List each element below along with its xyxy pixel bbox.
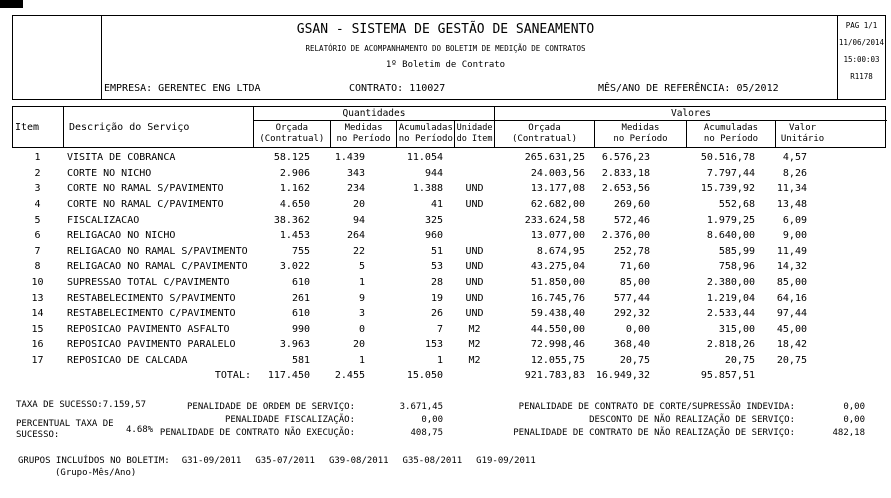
cell-v-orcada: 8.674,95 (536, 245, 585, 257)
penalty-row: PENALIDADE DE CONTRATO DE NÃO REALIZAÇÃO DE SERVIÇO: 482,18 (513, 427, 865, 438)
cell-v-orcada: 16.745,76 (530, 292, 585, 304)
cell-item: 8 (34, 261, 41, 273)
cell-q-medidas: 22 (352, 245, 365, 257)
reference-field: MÊS/ANO DE REFERÊNCIA: 05/2012 (598, 83, 779, 94)
table-row (12, 353, 886, 369)
cell-v-orcada: 12.055,75 (530, 355, 585, 367)
cell-q-orcada: 1.162 (279, 183, 310, 195)
cell-unidade: UND (465, 308, 484, 320)
cell-unidade: M2 (468, 355, 481, 367)
cell-q-acumuladas: 41 (430, 199, 443, 211)
cell-unidade: UND (465, 292, 484, 304)
grupo-item: G31-09/2011 (181, 456, 242, 466)
cell-descricao: RESTABELECIMENTO S/PAVIMENTO (67, 292, 236, 304)
cell-q-orcada: 261 (291, 292, 310, 304)
group-valores (495, 107, 887, 147)
cell-v-orcada: 13.177,08 (530, 183, 585, 195)
cell-q-orcada: 1.453 (279, 230, 310, 242)
cell-q-orcada: 3.963 (279, 339, 310, 351)
col-unidade-header: Unidade do Item (456, 123, 493, 144)
col-v-medidas-header: Medidas no Período (595, 121, 687, 147)
cell-v-acumuladas: 15.739,92 (700, 183, 755, 195)
cell-valor-unitario: 85,00 (776, 277, 807, 289)
cell-item: 10 (31, 277, 44, 289)
cell-q-medidas: 94 (352, 214, 365, 226)
cell-q-orcada: 755 (291, 245, 310, 257)
total-v-orcada: 921.783,83 (524, 370, 585, 382)
cell-q-acumuladas: 11.054 (406, 152, 443, 164)
col-v-acumuladas-header: Acumuladas no Período (687, 121, 776, 147)
cell-q-orcada: 610 (291, 308, 310, 320)
cell-q-medidas: 1 (358, 355, 365, 367)
cell-valor-unitario: 11,34 (776, 183, 807, 195)
cell-item: 3 (34, 183, 41, 195)
cell-v-orcada: 59.438,40 (530, 308, 585, 320)
cell-v-medidas: 85,00 (619, 277, 650, 289)
cell-v-acumuladas: 2.818,26 (706, 339, 755, 351)
grupo-item: G39-08/2011 (328, 456, 389, 466)
cell-valor-unitario: 9,00 (782, 230, 807, 242)
cell-q-medidas: 234 (346, 183, 365, 195)
cell-v-acumuladas: 1.219,04 (706, 292, 755, 304)
report-subtitle: RELATÓRIO DE ACOMPANHAMENTO DO BOLETIM DE MEDIÇÃO DE CONTRATOS (305, 44, 586, 53)
group-quantidades-label: Quantidades (254, 107, 494, 121)
penalty-row: PENALIDADE DE CONTRATO NÃO EXECUÇÃO: 408,75 (159, 427, 443, 438)
cell-q-acumuladas: 1.388 (412, 183, 443, 195)
cell-q-acumuladas: 153 (424, 339, 443, 351)
cell-valor-unitario: 13,48 (776, 199, 807, 211)
table-row (12, 290, 886, 306)
bulletin-label: 1º Boletim de Contrato (385, 60, 506, 70)
penalties-middle-block (150, 400, 443, 439)
cell-valor-unitario: 6,09 (782, 214, 807, 226)
table-row (12, 150, 886, 166)
cell-q-acumuladas: 53 (430, 261, 443, 273)
penalty-row: PENALIDADE DE ORDEM DE SERVIÇO: 3.671,45 (187, 401, 443, 412)
report-date: 11/06/2014 (838, 38, 885, 47)
cell-v-medidas: 572,46 (613, 214, 650, 226)
group-quantidades (254, 107, 495, 147)
cell-valor-unitario: 20,75 (776, 355, 807, 367)
cell-q-orcada: 610 (291, 277, 310, 289)
page-info-cell (837, 16, 885, 99)
header-empty-cell (13, 16, 102, 99)
cell-v-orcada: 13.077,00 (530, 230, 585, 242)
cell-v-medidas: 2.376,00 (601, 230, 650, 242)
cell-v-acumuladas: 585,99 (718, 245, 755, 257)
cell-v-medidas: 368,40 (613, 339, 650, 351)
penalty-row: PENALIDADE FISCALIZAÇÃO: 0,00 (224, 414, 443, 425)
cell-v-acumuladas: 2.380,00 (706, 277, 755, 289)
grupo-item: G19-09/2011 (476, 456, 536, 466)
cell-v-medidas: 2.653,56 (601, 183, 650, 195)
cell-v-acumuladas: 758,96 (718, 261, 755, 273)
cell-item: 4 (34, 199, 41, 211)
grupos-note: (Grupo-Mês/Ano) (55, 468, 137, 478)
cell-descricao: CORTE NO RAMAL S/PAVIMENTO (67, 183, 224, 195)
report-code: R1178 (850, 72, 873, 81)
table-header (12, 106, 886, 148)
cell-unidade: UND (465, 183, 484, 195)
cell-q-orcada: 990 (291, 323, 310, 335)
grupos-label: GRUPOS INCLUÍDOS NO BOLETIM: (18, 456, 170, 466)
cell-item: 14 (31, 308, 44, 320)
cell-q-medidas: 3 (358, 308, 365, 320)
cell-item: 2 (34, 167, 41, 179)
table-row (12, 259, 886, 275)
cell-v-acumuladas: 552,68 (718, 199, 755, 211)
cell-v-acumuladas: 1.979,25 (706, 214, 755, 226)
cell-q-acumuladas: 1 (436, 355, 443, 367)
cell-valor-unitario: 11,49 (776, 245, 807, 257)
cell-q-medidas: 343 (346, 167, 365, 179)
total-label: TOTAL: (214, 370, 251, 382)
contract-info-row (101, 83, 837, 95)
cell-descricao: FISCALIZACAO (67, 214, 140, 226)
cell-v-acumuladas: 50.516,78 (700, 152, 755, 164)
cell-unidade: M2 (468, 323, 481, 335)
percentual-taxa-value: 4.68% (126, 425, 154, 435)
cell-v-acumuladas: 315,00 (718, 323, 755, 335)
cell-q-medidas: 0 (358, 323, 365, 335)
page-title: GSAN - SISTEMA DE GESTÃO DE SANEAMENTO (296, 22, 595, 37)
table-row (12, 197, 886, 213)
cell-q-medidas: 5 (358, 261, 365, 273)
cell-v-orcada: 51.850,00 (530, 277, 585, 289)
cell-descricao: REPOSICAO DE CALCADA (67, 355, 188, 367)
cell-v-medidas: 20,75 (619, 355, 650, 367)
cell-valor-unitario: 14,32 (776, 261, 807, 273)
cell-q-acumuladas: 325 (424, 214, 443, 226)
col-descricao-header: Descrição do Serviço (64, 107, 254, 147)
cell-item: 15 (31, 323, 44, 335)
percentual-taxa-label: PERCENTUAL TAXA DE SUCESSO: (16, 419, 114, 440)
cell-descricao: RESTABELECIMENTO C/PAVIMENTO (67, 308, 236, 320)
cell-v-medidas: 71,60 (619, 261, 650, 273)
col-v-orcada-header: Orçada (Contratual) (495, 121, 595, 147)
report-time: 15:00:03 (843, 55, 880, 64)
cell-q-acumuladas: 26 (430, 308, 443, 320)
col-q-acumuladas-header: Acumuladas no Período (397, 121, 455, 147)
cell-q-acumuladas: 19 (430, 292, 443, 304)
cell-v-orcada: 233.624,58 (524, 214, 585, 226)
table-row (12, 212, 886, 228)
cell-descricao: RELIGACAO NO RAMAL S/PAVIMENTO (67, 245, 248, 257)
cell-unidade: M2 (468, 339, 481, 351)
cell-q-medidas: 20 (352, 199, 365, 211)
cell-item: 17 (31, 355, 44, 367)
cell-item: 5 (34, 214, 41, 226)
table-row (12, 322, 886, 338)
cell-q-medidas: 1 (358, 277, 365, 289)
cell-q-acumuladas: 944 (424, 167, 443, 179)
cell-v-medidas: 292,32 (613, 308, 650, 320)
cell-v-orcada: 24.003,56 (530, 167, 585, 179)
cell-valor-unitario: 4,57 (782, 152, 807, 164)
cell-item: 7 (34, 245, 41, 257)
total-q-orcada: 117.450 (267, 370, 310, 382)
cell-descricao: REPOSICAO PAVIMENTO PARALELO (67, 339, 236, 351)
cell-valor-unitario: 18,42 (776, 339, 807, 351)
cell-q-medidas: 20 (352, 339, 365, 351)
cell-v-medidas: 577,44 (613, 292, 650, 304)
company-field: EMPRESA: GERENTEC ENG LTDA (104, 83, 261, 94)
cell-valor-unitario: 8,26 (782, 167, 807, 179)
total-v-acumuladas: 95.857,51 (700, 370, 755, 382)
cell-descricao: CORTE NO NICHO (67, 167, 152, 179)
cell-q-orcada: 3.022 (279, 261, 310, 273)
cell-q-orcada: 58.125 (273, 152, 310, 164)
cell-descricao: SUPRESSAO TOTAL C/PAVIMENTO (67, 277, 230, 289)
total-q-acumuladas: 15.050 (406, 370, 443, 382)
cell-item: 13 (31, 292, 44, 304)
grupo-item: G35-07/2011 (255, 456, 315, 466)
table-row (12, 275, 886, 291)
report-header-box (12, 15, 886, 100)
cell-q-acumuladas: 7 (436, 323, 443, 335)
table-row (12, 181, 886, 197)
cell-v-medidas: 0,00 (625, 323, 650, 335)
cell-unidade: UND (465, 261, 484, 273)
taxa-sucesso-value: 7.159,57 (102, 400, 147, 410)
cell-v-acumuladas: 2.533,44 (706, 308, 755, 320)
cell-q-acumuladas: 960 (424, 230, 443, 242)
penalty-row: DESCONTO DE NÃO REALIZAÇÃO DE SERVIÇO: 0,00 (589, 414, 865, 425)
page-number: PAG 1/1 (845, 21, 878, 30)
cell-q-acumuladas: 51 (430, 245, 443, 257)
cell-descricao: RELIGACAO NO NICHO (67, 230, 176, 242)
cell-v-medidas: 252,78 (613, 245, 650, 257)
group-valores-label: Valores (495, 107, 887, 121)
cell-v-orcada: 265.631,25 (524, 152, 585, 164)
taxa-sucesso-label: TAXA DE SUCESSO: (16, 400, 103, 410)
grupo-item: G35-08/2011 (402, 456, 463, 466)
cell-descricao: CORTE NO RAMAL C/PAVIMENTO (67, 199, 224, 211)
cell-q-medidas: 1.439 (334, 152, 365, 164)
penalty-row: PENALIDADE DE CONTRATO DE CORTE/SUPRESSÃO INDEVIDA: 0,00 (518, 401, 865, 412)
header-titles (101, 16, 790, 70)
total-v-medidas: 16.949,32 (595, 370, 650, 382)
col-valor-unitario-header: Valor Unitário (780, 123, 825, 144)
cell-unidade: UND (465, 245, 484, 257)
corner-artifact (0, 0, 23, 8)
col-q-medidas-header: Medidas no Período (331, 121, 398, 147)
total-row (12, 368, 886, 384)
cell-q-medidas: 9 (358, 292, 365, 304)
cell-valor-unitario: 45,00 (776, 323, 807, 335)
cell-v-acumuladas: 7.797,44 (706, 167, 755, 179)
cell-unidade: UND (465, 199, 484, 211)
cell-v-medidas: 2.833,18 (601, 167, 650, 179)
table-row (12, 306, 886, 322)
cell-descricao: VISITA DE COBRANCA (67, 152, 176, 164)
cell-descricao: RELIGACAO NO RAMAL C/PAVIMENTO (67, 261, 248, 273)
cell-valor-unitario: 64,16 (776, 292, 807, 304)
col-q-orcada-header: Orçada (Contratual) (254, 121, 331, 147)
cell-descricao: REPOSICAO PAVIMENTO ASFALTO (67, 323, 230, 335)
grupos-row (18, 456, 536, 466)
cell-v-orcada: 44.550,00 (530, 323, 585, 335)
cell-v-acumuladas: 20,75 (724, 355, 755, 367)
table-row (12, 244, 886, 260)
cell-item: 6 (34, 230, 41, 242)
penalties-right-block (480, 400, 865, 439)
contract-field: CONTRATO: 110027 (349, 83, 446, 94)
cell-q-orcada: 38.362 (273, 214, 310, 226)
cell-v-medidas: 6.576,23 (601, 152, 650, 164)
cell-q-medidas: 264 (346, 230, 365, 242)
cell-unidade: UND (465, 277, 484, 289)
table-body (12, 150, 886, 368)
cell-v-orcada: 62.682,00 (530, 199, 585, 211)
cell-q-acumuladas: 28 (430, 277, 443, 289)
col-item-header: Item (13, 107, 64, 147)
cell-item: 16 (31, 339, 44, 351)
cell-valor-unitario: 97,44 (776, 308, 807, 320)
cell-q-orcada: 2.906 (279, 167, 310, 179)
table-row (12, 228, 886, 244)
cell-v-orcada: 72.998,46 (530, 339, 585, 351)
cell-q-orcada: 581 (291, 355, 310, 367)
cell-v-acumuladas: 8.640,00 (706, 230, 755, 242)
cell-v-orcada: 43.275,04 (530, 261, 585, 273)
table-row (12, 337, 886, 353)
cell-v-medidas: 269,60 (613, 199, 650, 211)
cell-item: 1 (34, 152, 41, 164)
taxa-sucesso-row (16, 400, 146, 410)
cell-q-orcada: 4.650 (279, 199, 310, 211)
total-q-medidas: 2.455 (334, 370, 365, 382)
table-row (12, 166, 886, 182)
